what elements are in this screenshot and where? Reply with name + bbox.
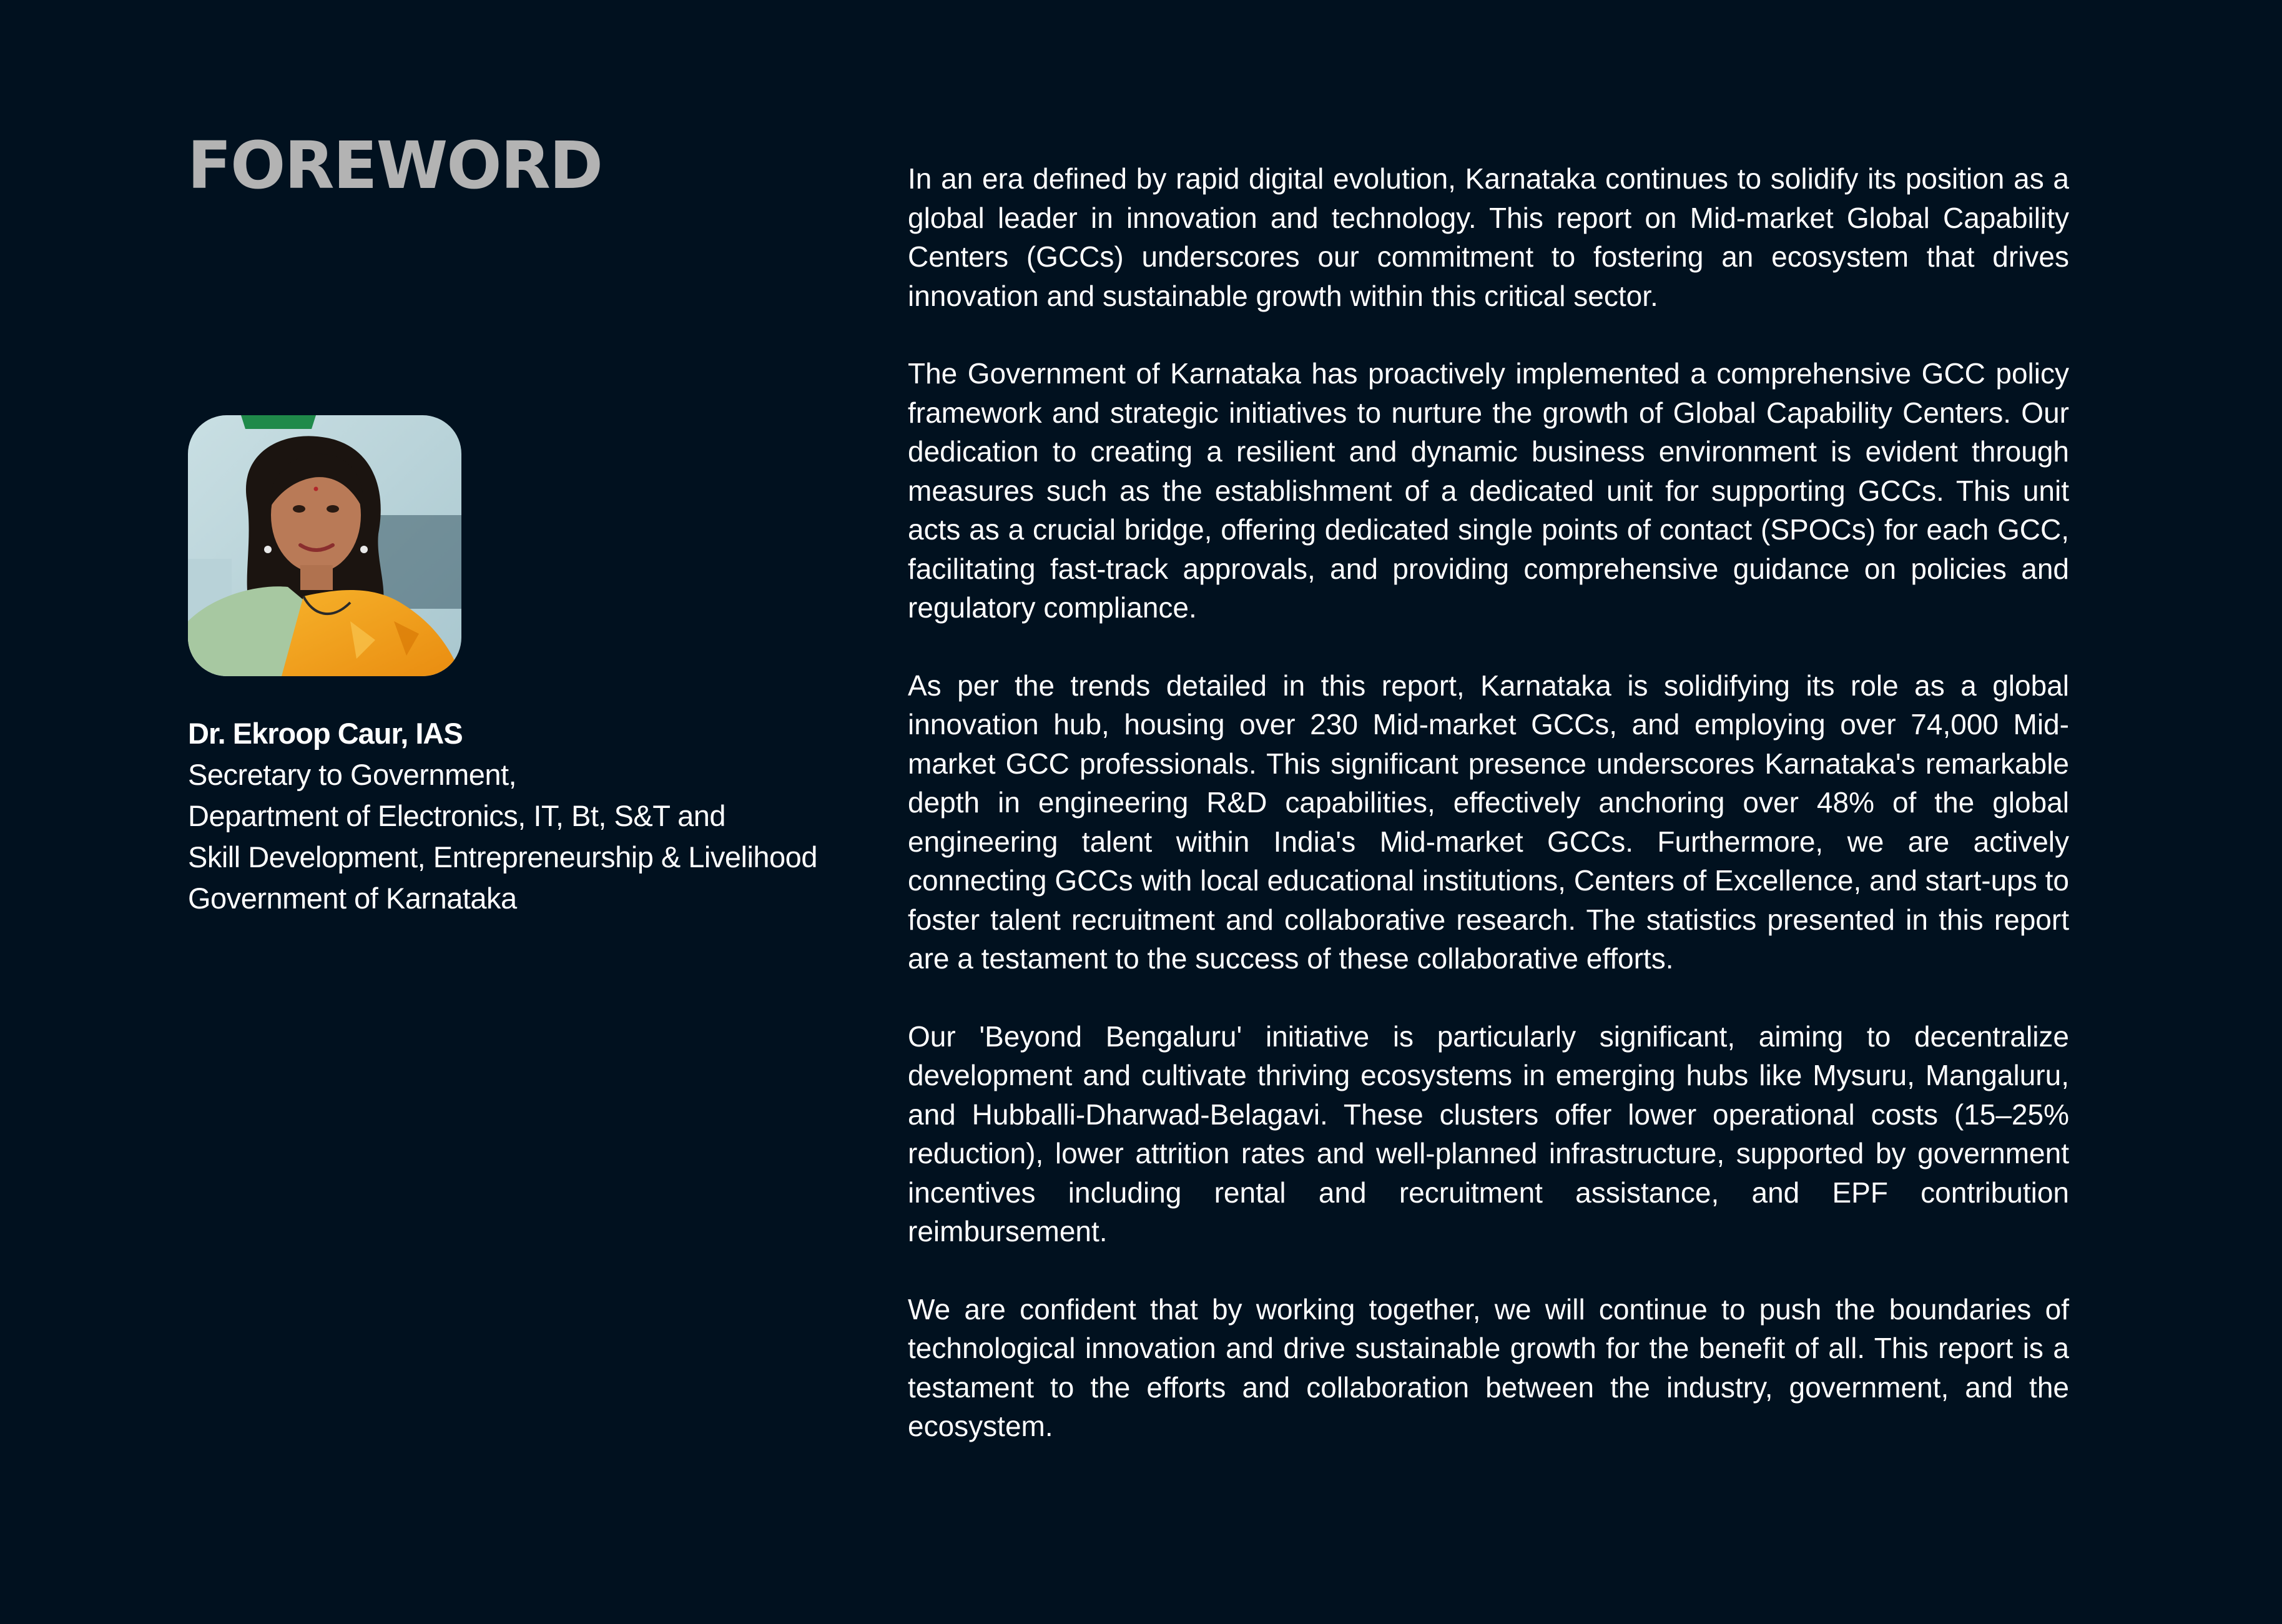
signatory-department-line: Department of Electronics, IT, Bt, S&T and (188, 799, 726, 832)
portrait-photo (188, 415, 461, 676)
paragraph: We are confident that by working together, we will continue to push the boundaries of technological innovation and drive sustainable growth for the benefit of all. This report is a testament to the efforts and collaboration between the industry, government, and the ecosystem. (908, 1292, 2069, 1442)
signatory-department-line-2: Skill Development, Entrepreneurship & Livelihood (188, 840, 817, 874)
signatory-block (188, 713, 825, 919)
page-title: FOREWORD (187, 127, 602, 204)
signatory-title-line: Secretary to Government, (188, 758, 517, 791)
paragraph: Our 'Beyond Bengaluru' initiative is particularly significant, aiming to decentralize development and cultivate thriving ecosystems in emerging hubs like Mysuru, Mangaluru, and Hubballi-Dharwad-Belagavi. These clusters offer lower operational costs (15–25% reduction), lower attrition rates and well-planned infrastructure, supported by government incentives including rental and recruitment assistance, and EPF contribution reimbursement. (908, 1020, 2069, 1248)
signatory-name: Dr. Ekroop Caur, IAS (188, 717, 463, 750)
signatory-government-line: Government of Karnataka (188, 882, 517, 915)
foreword-body (908, 159, 2069, 1485)
paragraph: As per the trends detailed in this report, Karnataka is solidifying its role as a global innovation hub, housing over 230 Mid-market GCCs, and employing over 74,000 Mid-market GCC professionals. This significant presence underscores Karnataka's remarkable depth in engineering R&D capabilities, effectively anchoring over 48% of the global engineering talent within India's Mid-market GCCs. Furthermore, we are actively connecting GCCs with local educational institutions, Centers of Excellence, and start-ups to foster talent recruitment and collaborative research. The statistics presented in this report are a testament to the success of these collaborative efforts. (908, 669, 2069, 975)
paragraph: The Government of Karnataka has proactively implemented a comprehensive GCC policy framework and strategic initiatives to nurture the growth of Global Capability Centers. Our dedication to creating a resilient and dynamic business environment is evident through measures such as the establishment of a dedicated unit for supporting GCCs. This unit acts as a crucial bridge, offering dedicated single points of contact (SPOCs) for each GCC, facilitating fast-track approvals, and providing comprehensive guidance on policies and regulatory compliance. (908, 357, 2069, 624)
paragraph: In an era defined by rapid digital evolution, Karnataka continues to solidify its position as a global leader in innovation and technology. This report on Mid-market Global Capability Centers (GCCs) underscores our commitment to fostering an ecosystem that drives innovation and sustainable growth within this critical sector. (908, 162, 2069, 312)
portrait-image (188, 415, 461, 676)
